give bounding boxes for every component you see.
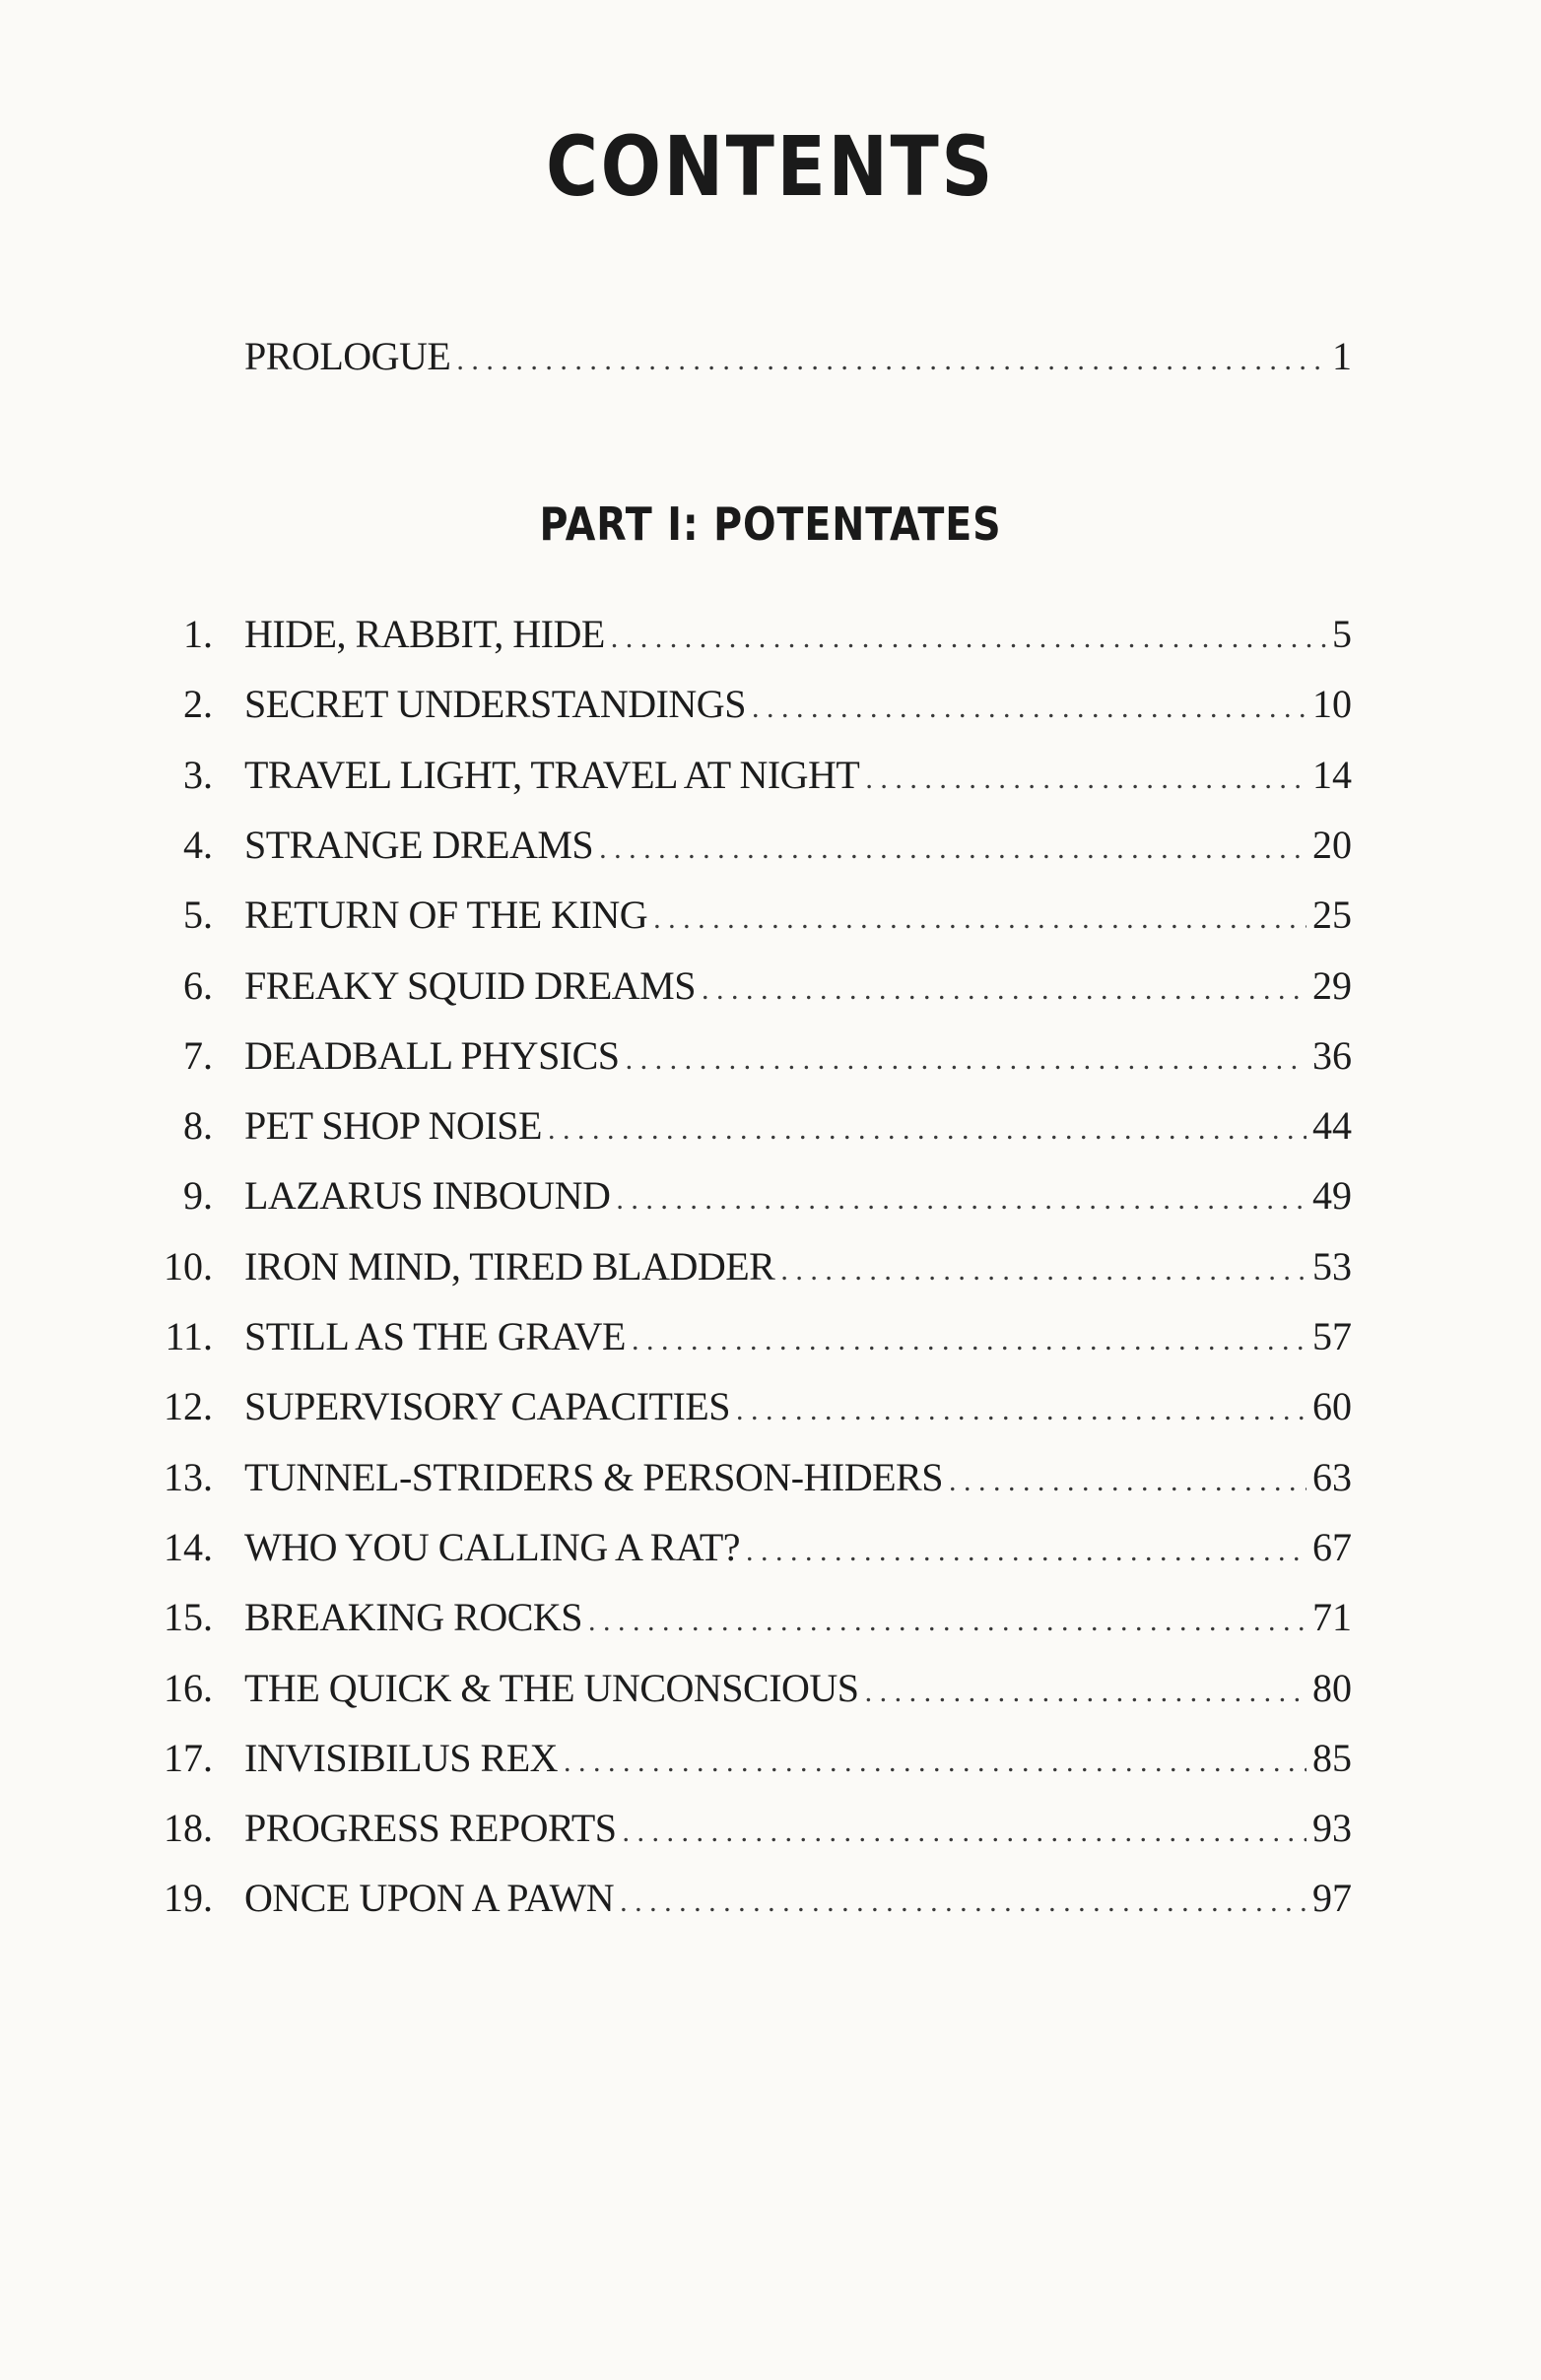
entry-page-number: 85: [1312, 1735, 1352, 1780]
entry-label: INVISIBILUS REX: [244, 1735, 559, 1780]
dot-leader: [599, 832, 1306, 866]
dot-leader: [548, 1113, 1306, 1147]
entry-page-number: 5: [1332, 612, 1352, 656]
toc-entry[interactable]: [138, 1172, 1352, 1231]
entry-label: STRANGE DREAMS: [244, 822, 594, 867]
entry-page-number: 49: [1312, 1173, 1352, 1219]
entry-page-number: 14: [1312, 752, 1352, 797]
dot-leader: [949, 1465, 1306, 1498]
entry-label: BREAKING ROCKS: [244, 1595, 583, 1640]
dot-leader: [865, 762, 1306, 796]
entry-page-number: 80: [1312, 1665, 1352, 1710]
entry-number: 12.: [164, 1384, 213, 1429]
entry-label: HIDE, RABBIT, HIDE: [244, 612, 605, 656]
entry-label: THE QUICK & THE UNCONSCIOUS: [244, 1665, 859, 1710]
dot-leader: [746, 1535, 1306, 1568]
dot-leader: [632, 1324, 1306, 1357]
entry-label: IRON MIND, TIRED BLADDER: [244, 1243, 775, 1289]
entry-number: 17.: [164, 1735, 213, 1780]
entry-page-number: 60: [1312, 1384, 1352, 1429]
toc-entry[interactable]: [138, 752, 1352, 811]
entry-page-number: 71: [1312, 1595, 1352, 1640]
entry-label: LAZARUS INBOUND: [244, 1173, 611, 1219]
entry-page-number: 67: [1312, 1524, 1352, 1569]
entry-number: 1.: [183, 612, 213, 656]
entry-label: WHO YOU CALLING A RAT?: [244, 1524, 741, 1569]
toc-entry[interactable]: [138, 1454, 1352, 1513]
entry-number: 14.: [164, 1524, 213, 1569]
entry-number: 9.: [183, 1173, 213, 1219]
entry-number: 6.: [183, 962, 213, 1008]
toc-entry[interactable]: [138, 1524, 1352, 1583]
dot-leader: [620, 1885, 1306, 1919]
entry-label: TRAVEL LIGHT, TRAVEL AT NIGHT: [244, 752, 860, 797]
page-title: CONTENTS: [546, 118, 995, 215]
entry-number: 2.: [183, 682, 213, 727]
entry-page-number: 63: [1312, 1454, 1352, 1499]
entry-page-number: 97: [1312, 1876, 1352, 1921]
dot-leader: [588, 1605, 1306, 1638]
entry-label: PET SHOP NOISE: [244, 1103, 542, 1149]
toc-entry[interactable]: [138, 1102, 1352, 1161]
dot-leader: [780, 1254, 1306, 1288]
toc-entry[interactable]: [138, 1594, 1352, 1653]
dot-leader: [653, 902, 1306, 936]
entry-page-number: 44: [1312, 1103, 1352, 1149]
dot-leader: [616, 1183, 1306, 1217]
toc-entry[interactable]: [138, 611, 1352, 670]
dot-leader: [564, 1746, 1306, 1779]
toc-entry[interactable]: [138, 1735, 1352, 1794]
part-heading: PART I: POTENTATES: [539, 497, 1002, 551]
entry-page-number: 20: [1312, 822, 1352, 867]
entry-number: 16.: [164, 1665, 213, 1710]
toc-entry[interactable]: [138, 1875, 1352, 1934]
entry-number: 8.: [183, 1103, 213, 1149]
entry-label: ONCE UPON A PAWN: [244, 1876, 615, 1921]
entry-number: 13.: [164, 1454, 213, 1499]
toc-entry[interactable]: [138, 681, 1352, 740]
entry-page-number: 1: [1332, 334, 1352, 378]
entry-label: RETURN OF THE KING: [244, 892, 648, 938]
toc-entry[interactable]: [138, 892, 1352, 951]
entry-label: DEADBALL PHYSICS: [244, 1032, 620, 1078]
dot-leader: [865, 1676, 1306, 1709]
entry-label: SECRET UNDERSTANDINGS: [244, 682, 746, 727]
entry-number: 4.: [183, 822, 213, 867]
entry-page-number: 10: [1312, 682, 1352, 727]
toc-entry[interactable]: [138, 1243, 1352, 1302]
toc-entry[interactable]: [138, 1032, 1352, 1091]
entry-label: SUPERVISORY CAPACITIES: [244, 1384, 730, 1429]
entry-page-number: 36: [1312, 1032, 1352, 1078]
entry-page-number: 25: [1312, 892, 1352, 938]
entry-number: 7.: [183, 1032, 213, 1078]
entry-label: FREAKY SQUID DREAMS: [244, 962, 696, 1008]
dot-leader: [736, 1394, 1306, 1427]
dot-leader: [623, 1816, 1306, 1849]
dot-leader: [752, 692, 1306, 725]
toc-entry[interactable]: [138, 1383, 1352, 1442]
entry-label: PROLOGUE: [244, 334, 451, 378]
dot-leader: [702, 973, 1306, 1007]
toc-entry[interactable]: [138, 962, 1352, 1022]
entry-number: 11.: [165, 1314, 213, 1358]
entry-label: TUNNEL-STRIDERS & PERSON-HIDERS: [244, 1454, 943, 1499]
entry-page-number: 93: [1312, 1806, 1352, 1851]
entry-label: STILL AS THE GRAVE: [244, 1314, 626, 1358]
toc-entry[interactable]: [138, 1805, 1352, 1864]
toc-entry[interactable]: [138, 822, 1352, 881]
dot-leader: [611, 622, 1326, 655]
entry-page-number: 53: [1312, 1243, 1352, 1289]
entry-page-number: 57: [1312, 1314, 1352, 1358]
entry-number: 3.: [183, 752, 213, 797]
entry-label: PROGRESS REPORTS: [244, 1806, 617, 1851]
entry-number: 18.: [164, 1806, 213, 1851]
entry-page-number: 29: [1312, 962, 1352, 1008]
entry-number: 19.: [164, 1876, 213, 1921]
entry-number: 5.: [183, 892, 213, 938]
entry-number: 10.: [164, 1243, 213, 1289]
entry-number: 15.: [164, 1595, 213, 1640]
toc-entry[interactable]: [138, 1313, 1352, 1372]
toc-entry[interactable]: [138, 1665, 1352, 1724]
dot-leader: [626, 1043, 1306, 1077]
